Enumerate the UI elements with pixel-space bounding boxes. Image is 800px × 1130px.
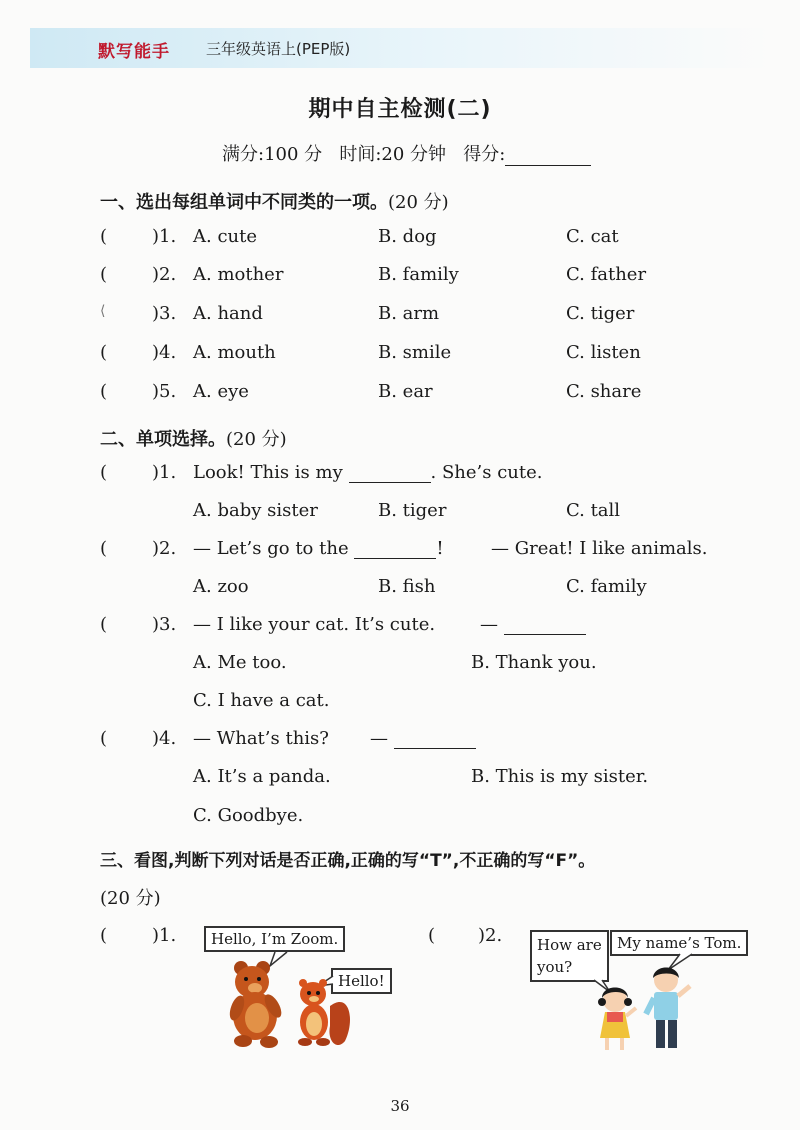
option-a: A. Me too. — [193, 652, 287, 673]
bubble-line: you? — [537, 958, 573, 976]
girl-icon — [598, 988, 636, 1051]
item-number: )1. — [152, 226, 177, 247]
response-line — [480, 614, 586, 635]
section3-heading: 三、看图,判断下列对话是否正确,正确的写“T”,不正确的写“F”。 — [100, 851, 596, 871]
option-a: A. hand — [193, 303, 263, 324]
answer-paren[interactable]: ( — [100, 381, 108, 402]
question-number: )4. — [152, 728, 177, 749]
section1-points: (20 分) — [388, 192, 449, 213]
option-b: B. arm — [378, 303, 440, 324]
item-number: )3. — [152, 303, 177, 324]
bear-squirrel-illustration — [215, 946, 395, 1050]
answer-paren[interactable]: ⟨ — [100, 303, 106, 319]
stem-part: . She’s cute. — [430, 462, 543, 483]
stem-part: ! — [436, 538, 444, 559]
score-blank[interactable] — [505, 147, 591, 166]
option-b: B. family — [378, 264, 459, 285]
fill-blank[interactable] — [349, 464, 431, 483]
stem-part: — Let’s go to the — [193, 538, 349, 559]
option-c: C. I have a cat. — [193, 690, 330, 711]
item-number: )5. — [152, 381, 177, 402]
boy-icon — [646, 968, 690, 1049]
speech-bubble-zoom: Hello, I’m Zoom. — [204, 926, 345, 952]
speech-bubble-my-name: My name’s Tom. — [610, 930, 748, 956]
option-c: C. family — [566, 576, 647, 597]
speech-bubble-hello: Hello! — [331, 968, 392, 994]
section2-heading-text: 二、单项选择。 — [100, 429, 226, 450]
option-c: C. father — [566, 264, 647, 285]
header-brand: 默写能手 — [98, 42, 170, 62]
section1-heading — [100, 188, 449, 214]
question-stem: — I like your cat. It’s cute. — [193, 614, 436, 635]
answer-paren[interactable]: ( — [100, 728, 108, 749]
dash: — — [370, 728, 388, 749]
children-illustration — [580, 950, 710, 1054]
fill-blank[interactable] — [394, 730, 476, 749]
option-c: C. tall — [566, 500, 621, 521]
page-number: 36 — [390, 1097, 410, 1115]
option-a: A. eye — [193, 381, 249, 402]
option-b: B. tiger — [378, 500, 447, 521]
question-number: )3. — [152, 614, 177, 635]
answer-paren[interactable]: ( — [100, 614, 108, 635]
fill-blank[interactable] — [504, 616, 586, 635]
response-line — [370, 728, 476, 749]
option-b: B. dog — [378, 226, 437, 247]
answer-paren[interactable]: ( — [100, 925, 108, 946]
section2-heading — [100, 425, 287, 451]
option-a: A. mother — [193, 264, 284, 285]
answer-paren[interactable]: ( — [100, 226, 108, 247]
dash: — — [480, 614, 498, 635]
question-number: )1. — [152, 925, 177, 946]
section1-heading-text: 一、选出每组单词中不同类的一项。 — [100, 192, 388, 213]
option-b: B. ear — [378, 381, 433, 402]
question-number: )2. — [152, 538, 177, 559]
header-band — [30, 28, 770, 68]
score-line — [222, 140, 591, 166]
header-subtitle: 三年级英语上(PEP版) — [206, 40, 351, 58]
option-b: B. smile — [378, 342, 452, 363]
option-b: B. Thank you. — [471, 652, 597, 673]
section3-points: (20 分) — [100, 888, 161, 909]
answer-paren[interactable]: ( — [100, 342, 108, 363]
question-number: )2. — [478, 925, 503, 946]
bubble-line: How are — [537, 936, 602, 954]
option-a: A. baby sister — [193, 500, 318, 521]
squirrel-icon — [298, 979, 350, 1046]
option-c: C. tiger — [566, 303, 635, 324]
option-a: A. mouth — [193, 342, 276, 363]
full-marks: 满分:100 分 — [222, 144, 323, 165]
item-number: )4. — [152, 342, 177, 363]
option-a: A. It’s a panda. — [193, 766, 331, 787]
answer-paren[interactable]: ( — [100, 538, 108, 559]
question-stem — [193, 538, 444, 559]
option-c: C. listen — [566, 342, 641, 363]
option-c: C. share — [566, 381, 642, 402]
option-a: A. cute — [193, 226, 258, 247]
option-c: C. Goodbye. — [193, 805, 304, 826]
question-stem — [193, 462, 542, 483]
answer-paren[interactable]: ( — [100, 264, 108, 285]
bear-icon — [227, 961, 285, 1048]
option-b: B. This is my sister. — [471, 766, 649, 787]
question-stem: — What’s this? — [193, 728, 329, 749]
option-c: C. cat — [566, 226, 619, 247]
option-b: B. fish — [378, 576, 436, 597]
bubble-tail-icon — [668, 954, 692, 970]
answer-paren[interactable]: ( — [428, 925, 436, 946]
page-title: 期中自主检测(二) — [308, 97, 492, 122]
answer-paren[interactable]: ( — [100, 462, 108, 483]
section2-points: (20 分) — [226, 429, 287, 450]
score-label: 得分: — [463, 144, 506, 165]
stem-part: Look! This is my — [193, 462, 343, 483]
item-number: )2. — [152, 264, 177, 285]
question-number: )1. — [152, 462, 177, 483]
bubble-tail-icon — [270, 952, 287, 966]
fill-blank[interactable] — [354, 540, 436, 559]
option-a: A. zoo — [193, 576, 249, 597]
time-limit: 时间:20 分钟 — [339, 144, 447, 165]
response-line: — Great! I like animals. — [491, 538, 708, 559]
